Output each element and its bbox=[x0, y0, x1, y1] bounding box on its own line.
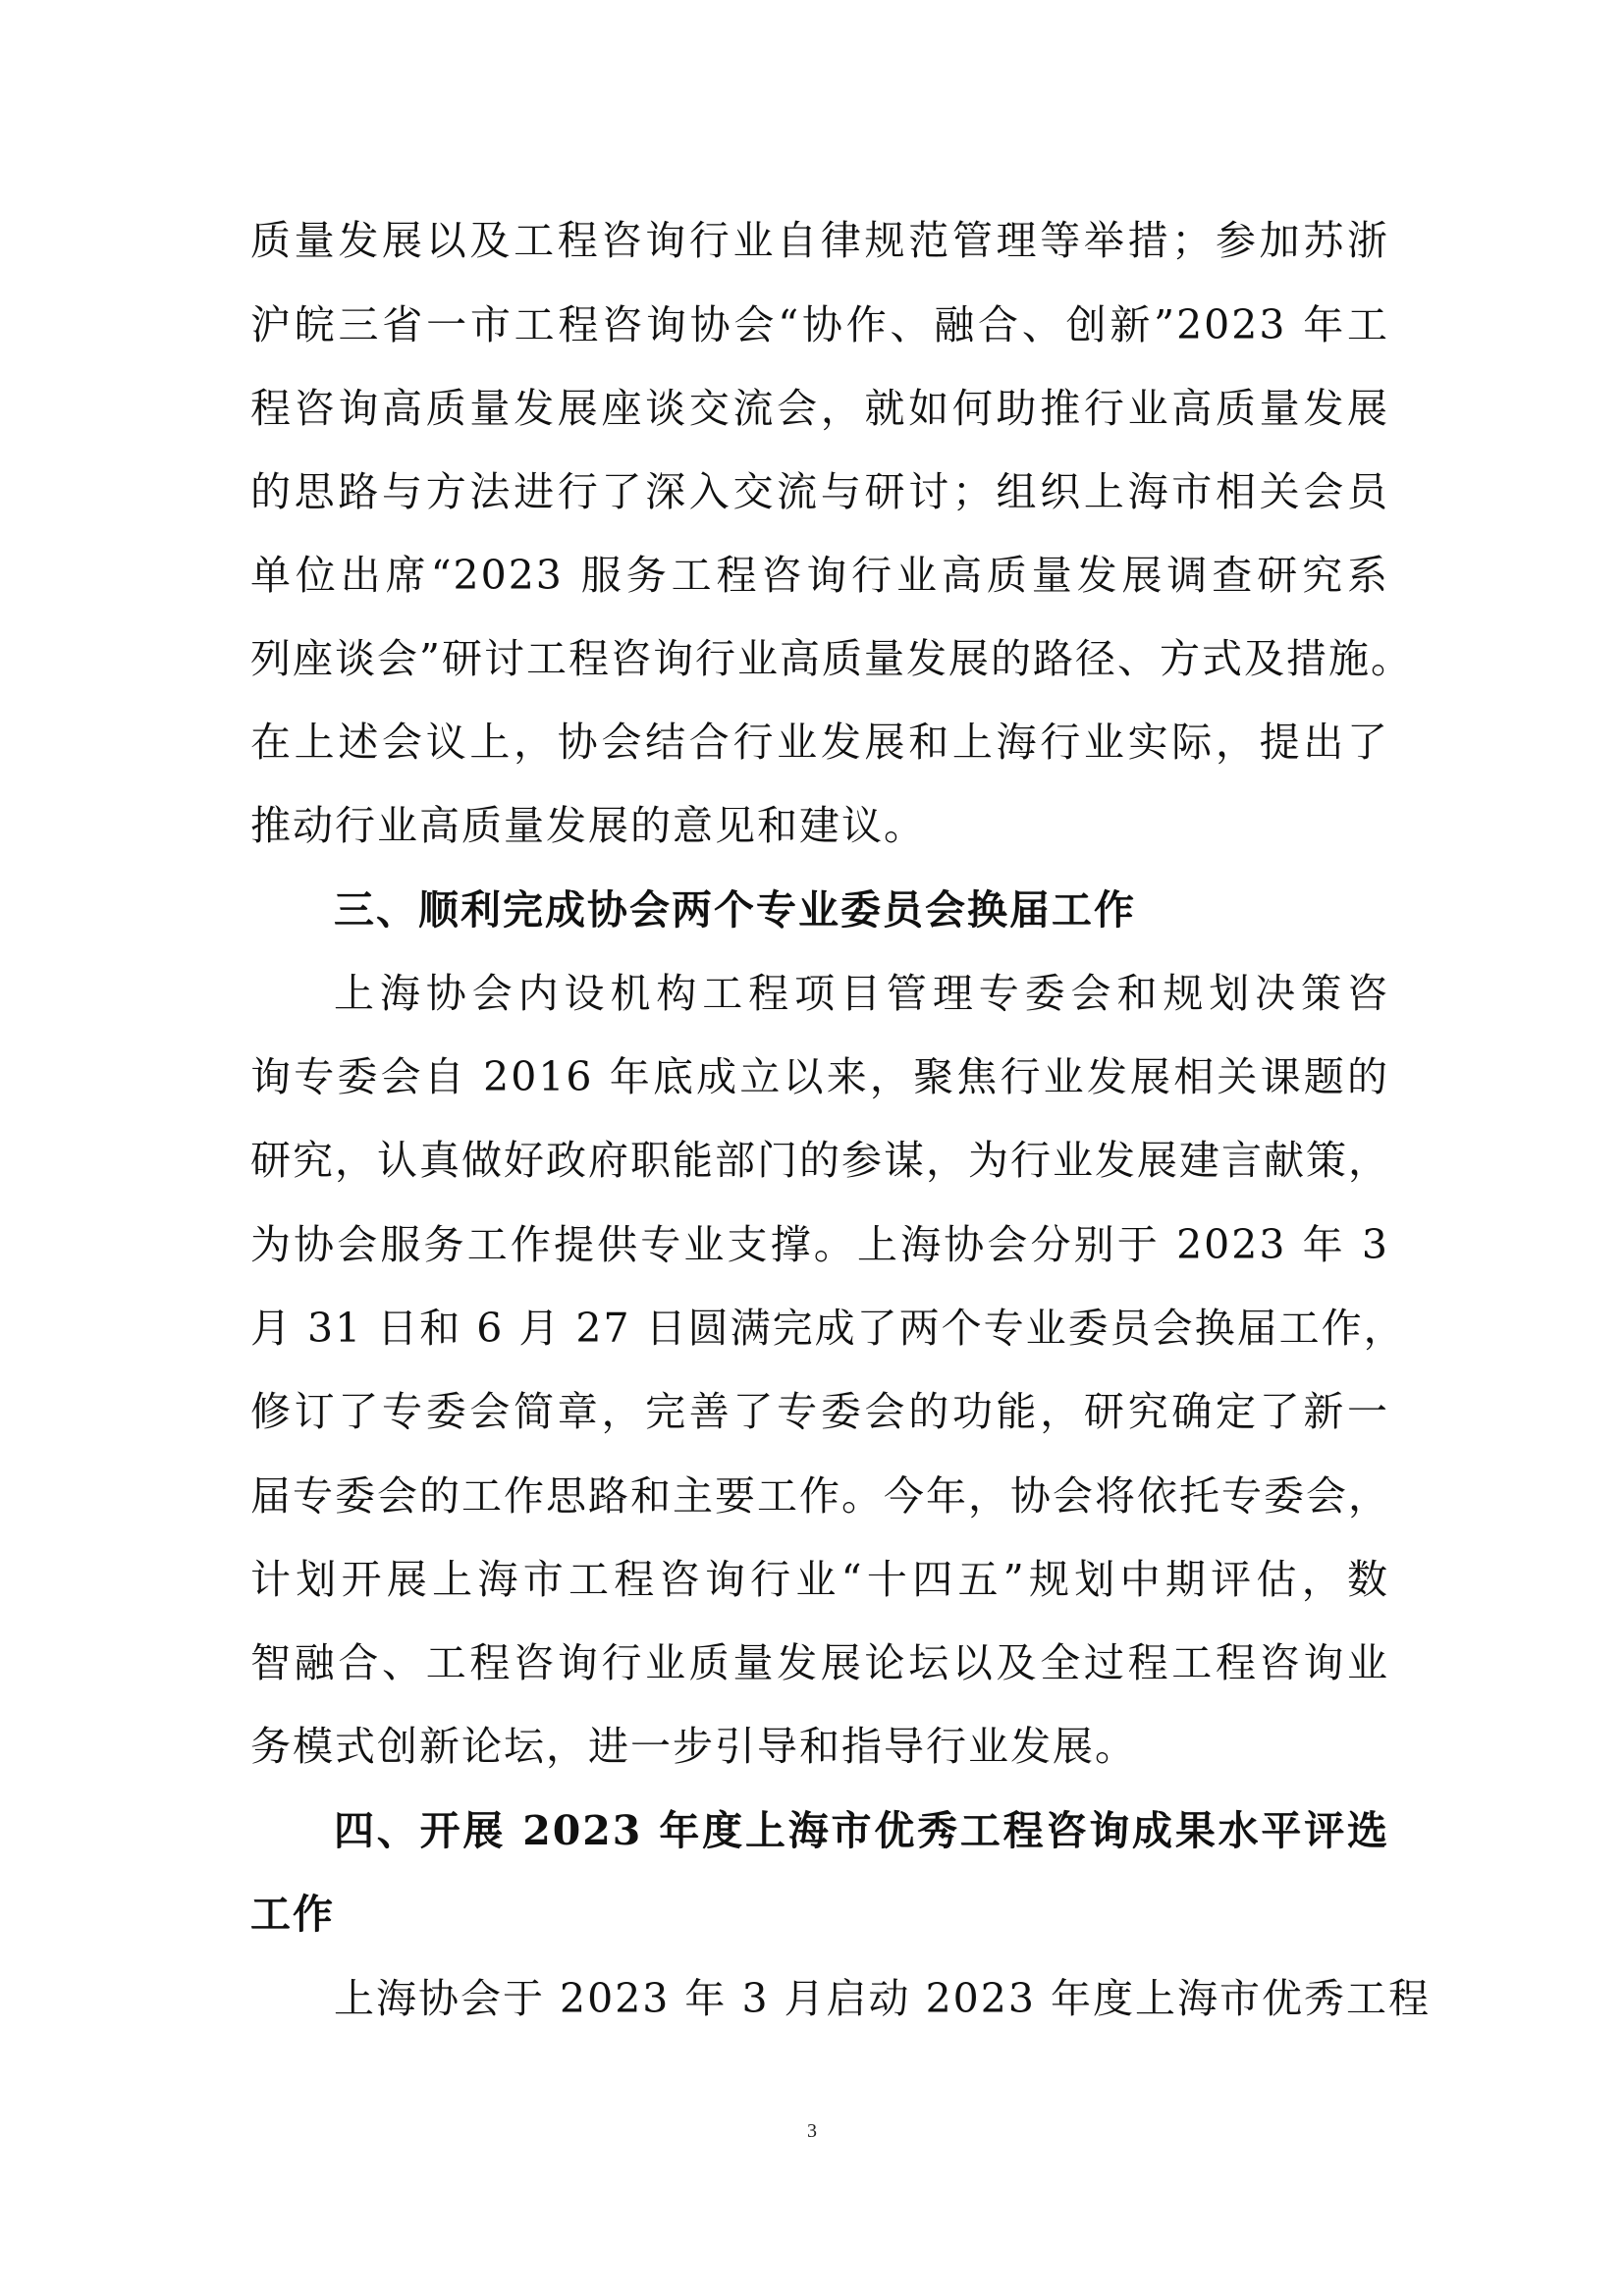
paragraph-line: 询专委会自 2016 年底成立以来，聚焦行业发展相关课题的 bbox=[250, 1053, 1389, 1100]
paragraph-line: 为协会服务工作提供专业支撑。上海协会分别于 2023 年 3 bbox=[250, 1221, 1389, 1268]
paragraph-line: 研究，认真做好政府职能部门的参谋，为行业发展建言献策， bbox=[250, 1137, 1390, 1184]
paragraph-line: 上海协会于 2023 年 3 月启动 2023 年度上海市优秀工程 bbox=[334, 1975, 1431, 2022]
paragraph-line: 上海协会内设机构工程项目管理专委会和规划决策咨 bbox=[334, 970, 1389, 1017]
paragraph-line: 程咨询高质量发展座谈交流会，就如何助推行业高质量发展 bbox=[250, 385, 1389, 432]
paragraph-line: 推动行业高质量发展的意见和建议。 bbox=[250, 802, 926, 849]
paragraph-line: 质量发展以及工程咨询行业自律规范管理等举措；参加苏浙 bbox=[250, 217, 1389, 264]
paragraph-line: 在上述会议上，协会结合行业发展和上海行业实际，提出了 bbox=[250, 719, 1389, 766]
paragraph-line: 届专委会的工作思路和主要工作。今年，协会将依托专委会， bbox=[250, 1472, 1390, 1520]
paragraph-line: 智融合、工程咨询行业质量发展论坛以及全过程工程咨询业 bbox=[250, 1639, 1389, 1686]
section-heading-4-continued: 工作 bbox=[250, 1891, 335, 1938]
paragraph-line: 计划开展上海市工程咨询行业“十四五”规划中期评估，数 bbox=[250, 1556, 1389, 1603]
paragraph-line: 务模式创新论坛，进一步引导和指导行业发展。 bbox=[250, 1723, 1137, 1770]
page-number: 3 bbox=[807, 2120, 817, 2142]
paragraph-line: 列座谈会”研讨工程咨询行业高质量发展的路径、方式及措施。 bbox=[250, 635, 1413, 682]
section-heading-3: 三、顺利完成协会两个专业委员会换届工作 bbox=[334, 886, 1136, 934]
section-heading-4: 四、开展 2023 年度上海市优秀工程咨询成果水平评选 bbox=[334, 1807, 1389, 1854]
paragraph-line: 单位出席“2023 服务工程咨询行业高质量发展调查研究系 bbox=[250, 552, 1389, 599]
paragraph-line: 的思路与方法进行了深入交流与研讨；组织上海市相关会员 bbox=[250, 468, 1389, 515]
paragraph-line: 沪皖三省一市工程咨询协会“协作、融合、创新”2023 年工 bbox=[250, 301, 1389, 348]
paragraph-line: 修订了专委会简章，完善了专委会的功能，研究确定了新一 bbox=[250, 1388, 1389, 1435]
paragraph-line: 月 31 日和 6 月 27 日圆满完成了两个专业委员会换届工作， bbox=[250, 1305, 1406, 1352]
